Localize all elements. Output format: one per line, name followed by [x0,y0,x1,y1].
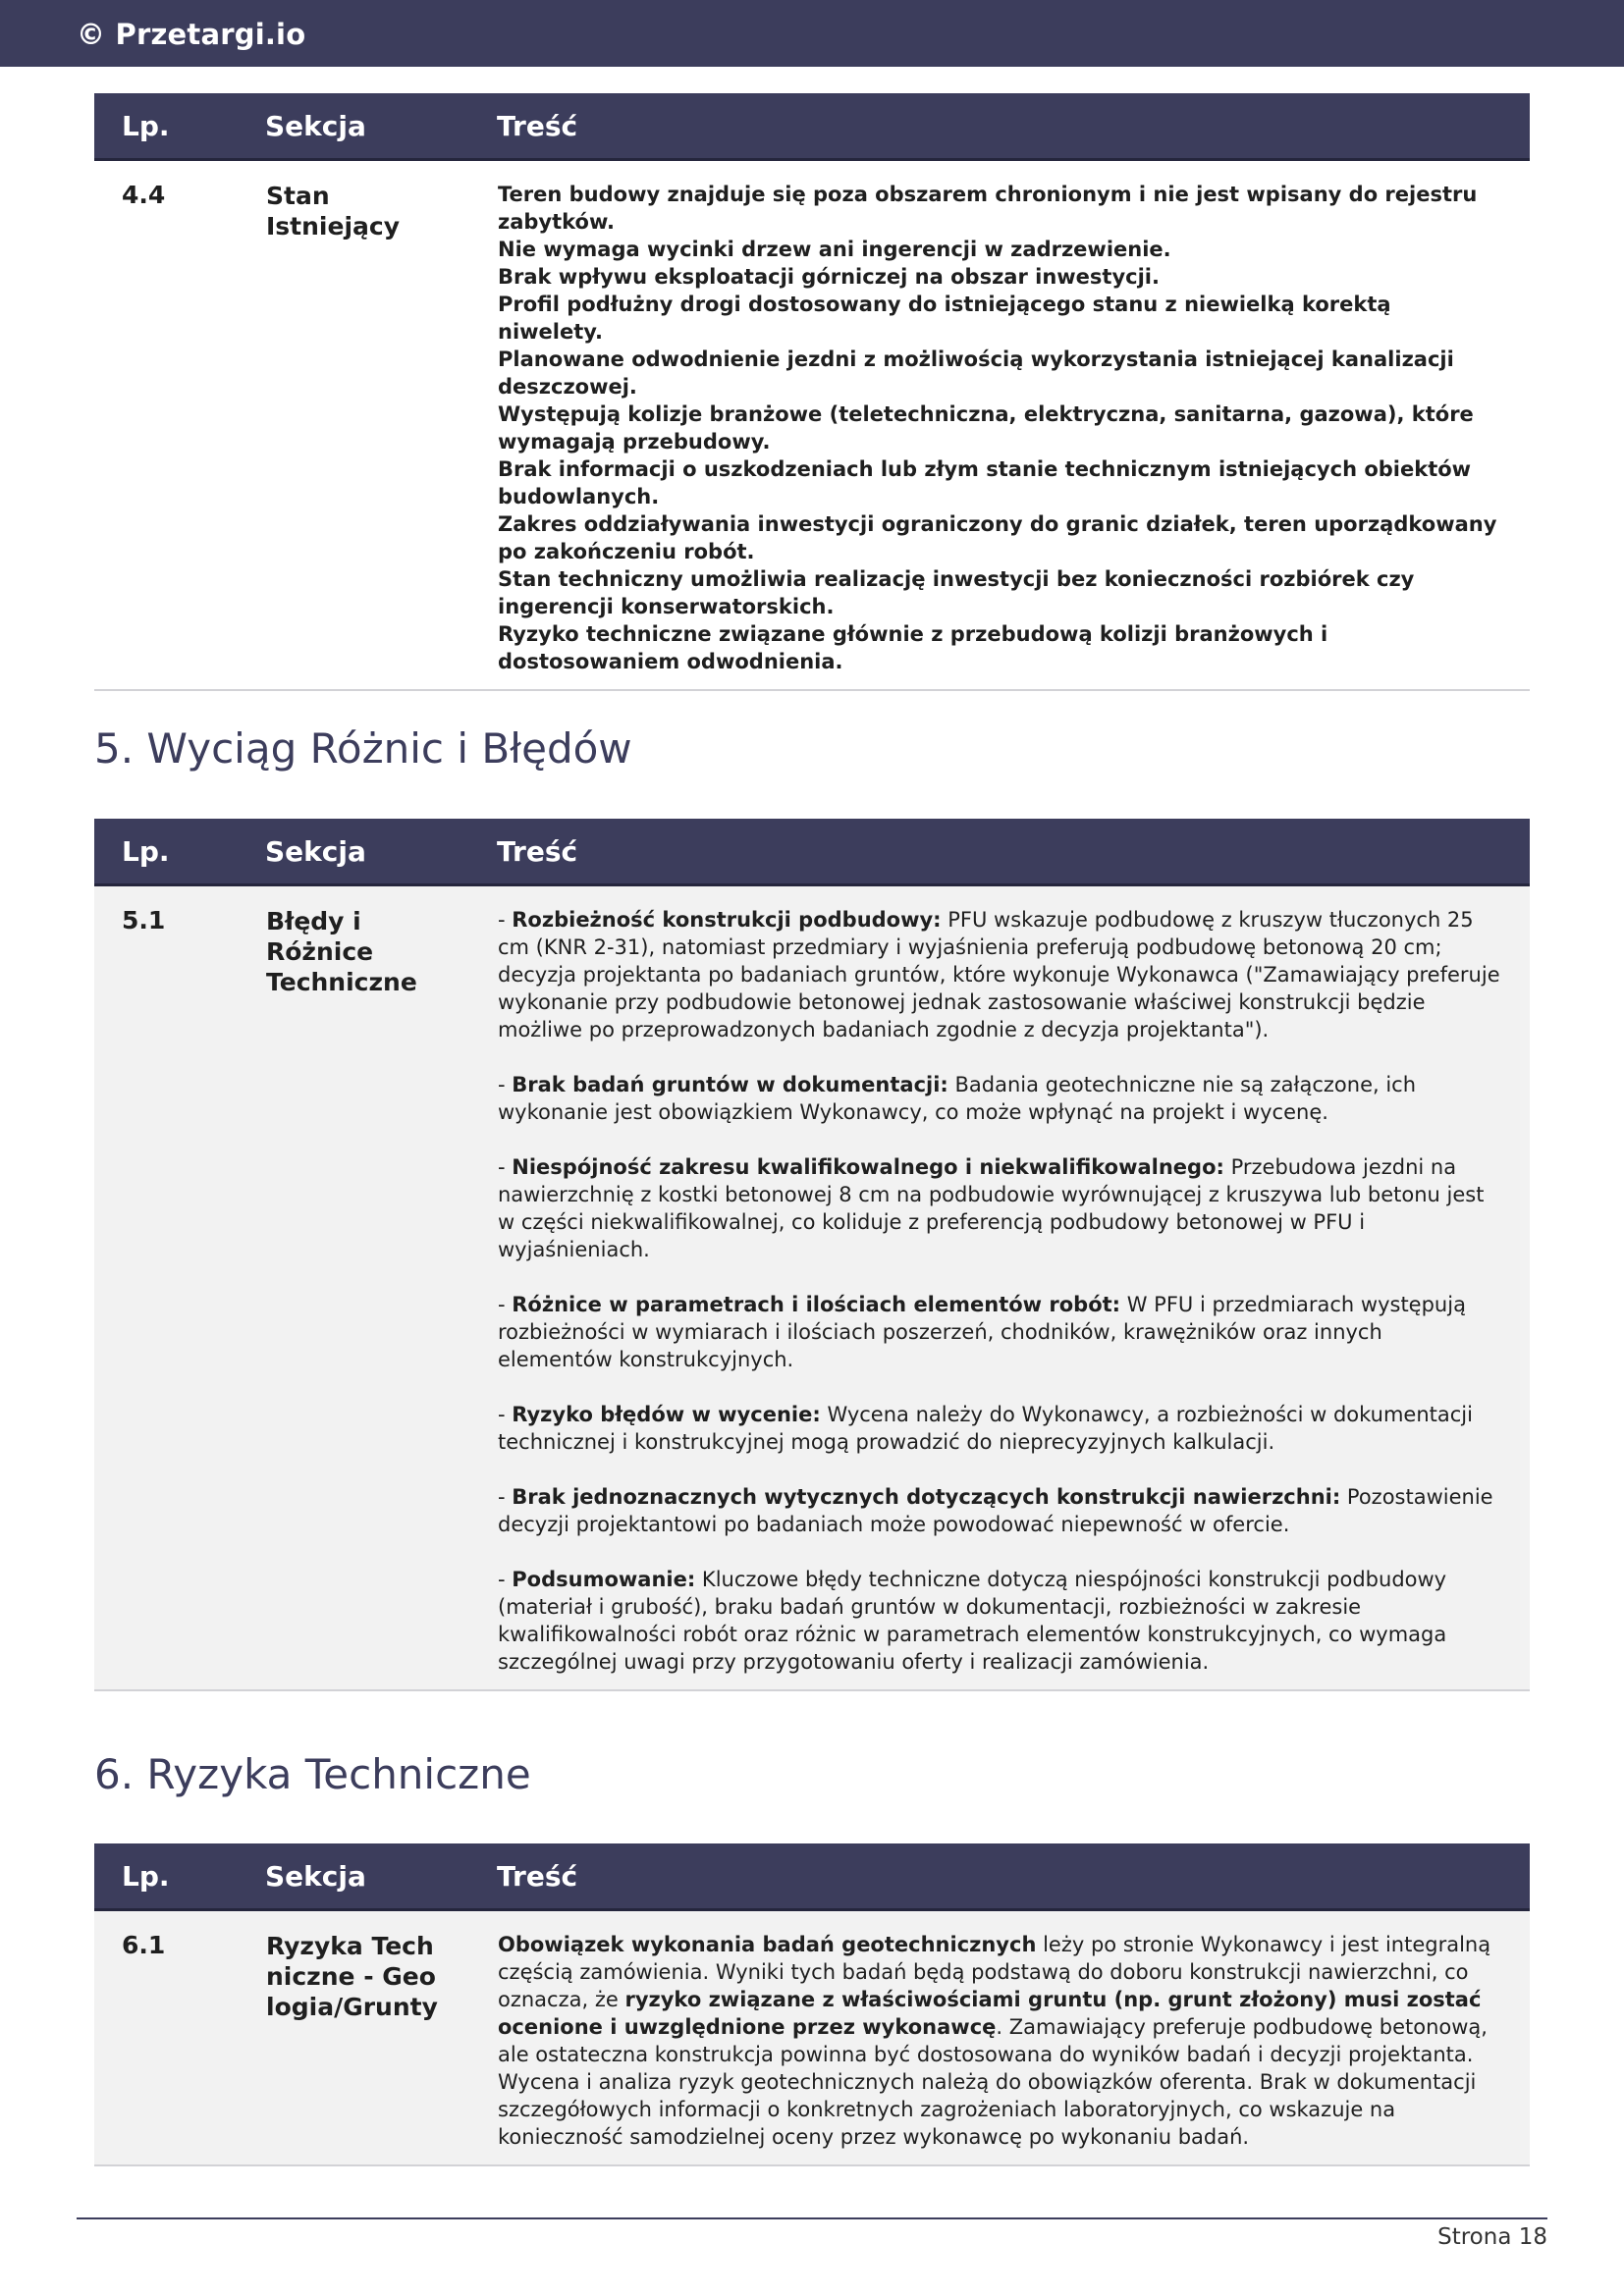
row-number: 5.1 [122,906,166,934]
col-header-sekcja: Sekcja [265,1843,497,1910]
content-line: Planowane odwodnienie jezdni z możliwością wykorzystania istniejącej kanalizacji deszczowej. [498,347,1454,399]
content-line: Stan techniczny umożliwia realizację inwestycji bez konieczności rozbiórek czy ingerencji konserwatorskich. [498,567,1415,618]
content-text: leży po stronie Wykonawcy i jest integralną częścią zamówienia. Wyniki tych badań będą podstawą do doboru konstrukcji nawierzchni, co oznacza, że [498,1933,1491,2011]
item-text: Przebudowa jezdni na nawierzchnię z kostki betonowej 8 cm na podbudowie wyrównującej z kruszywa lub betonu jest w części niekwalifikowalnej, co koliduje z preferencją podbudowy betonowej w PFU i wyjaśnieniach. [498,1155,1485,1261]
item-text: Badania geotechniczne nie są załączone, ich wykonanie jest obowiązkiem Wykonawcy, co może wpłynąć na projekt i wycenę. [498,1073,1417,1124]
content-item: - Brak jednoznacznych wytycznych dotyczących konstrukcji nawierzchni: Pozostawienie decyzji projektantowi po badaniach może powodować niepewność w ofercie. [498,1485,1493,1536]
row-section-name: Ryzyka Techniczne - Geologia/Grunty [266,1932,438,2021]
col-header-lp: Lp. [94,819,265,885]
table-header-row [94,819,1530,885]
content-line: Nie wymaga wycinki drzew ani ingerencji w zadrzewienie. [498,238,1171,261]
section-title-5: 5. Wyciąg Różnic i Błędów [94,724,632,773]
content-item: - Brak badań gruntów w dokumentacji: Badania geotechniczne nie są załączone, ich wykonanie jest obowiązkiem Wykonawcy, co może wpłynąć na projekt i wycenę. [498,1073,1417,1124]
item-text: PFU wskazuje podbudowę z kruszyw tłuczonych 25 cm (KNR 2-31), natomiast przedmiary i wyjaśnienia preferują podbudowę betonową 20 cm; decyzja projektanta po badaniach gruntów, które wykonuje Wykonawca ("Zamawiający preferuje wykonanie przy podbudowie betonowej jednak zastosowanie właściwej konstrukcji będzie możliwe po przeprowadzonych badaniach zgodnie z decyzja projektanta"). [498,908,1500,1041]
row-content [498,906,1502,1676]
content-line: Brak wpływu eksploatacji górniczej na obszar inwestycji. [498,265,1160,289]
item-label: Niespójność zakresu kwalifikowalnego i niekwalifikowalnego: [512,1155,1224,1179]
content-line: Profil podłużny drogi dostosowany do istniejącego stanu z niewielką korektą niwelety. [498,293,1391,344]
content-item: - Podsumowanie: Kluczowe błędy techniczne dotyczą niespójności konstrukcji podbudowy (materiał i grubość), braku badań gruntów w dokumentacji, rozbieżności w zakresie kwalifikowalności robót oraz różnic w parametrach elementów konstrukcyjnych, co wymaga szczególnej uwagi przy przygotowaniu oferty i realizacji zamówienia. [498,1568,1447,1674]
table-row [94,160,1530,691]
content-line: Ryzyko techniczne związane głównie z przebudową kolizji branżowych i dostosowaniem odwodnienia. [498,622,1328,673]
row-section-name: Błędy i Różnice Techniczne [266,907,417,996]
page-number: Strona 18 [1437,2224,1547,2250]
content-bold: ryzyko związane z właściwościami gruntu (np. grunt złożony) musi zostać ocenione i uwzględnione przez wykonawcę [498,1988,1482,2039]
item-text: W PFU i przedmiarach występują rozbieżności w wymiarach i ilościach poszerzeń, chodników, krawężników oraz innych elementów konstrukcyjnych. [498,1293,1466,1371]
top-header-bar [0,0,1624,67]
table-section-4 [94,93,1530,691]
item-label: Różnice w parametrach i ilościach elementów robót: [512,1293,1121,1316]
row-content [498,1931,1502,2151]
row-content [498,181,1502,675]
col-header-tresc: Treść [497,1843,1530,1910]
content-bold: Obowiązek wykonania badań geotechnicznych [498,1933,1037,1956]
item-label: Brak badań gruntów w dokumentacji: [512,1073,948,1096]
section-title-6: 6. Ryzyka Techniczne [94,1750,531,1798]
col-header-sekcja: Sekcja [265,93,497,160]
content-item: - Rozbieżność konstrukcji podbudowy: PFU wskazuje podbudowę z kruszyw tłuczonych 25 cm (KNR 2-31), natomiast przedmiary i wyjaśnienia preferują podbudowę betonową 20 cm; decyzja projektanta po badaniach gruntów, które wykonuje Wykonawca ("Zamawiający preferuje wykonanie przy podbudowie betonowej jednak zastosowanie właściwej konstrukcji będzie możliwe po przeprowadzonych badaniach zgodnie z decyzja projektanta"). [498,908,1500,1041]
table-header-row [94,1843,1530,1910]
content-item: - Niespójność zakresu kwalifikowalnego i niekwalifikowalnego: Przebudowa jezdni na nawierzchnię z kostki betonowej 8 cm na podbudowie wyrównującej z kruszywa lub betonu jest w części niekwalifikowalnej, co koliduje z preferencją podbudowy betonowej w PFU i wyjaśnieniach. [498,1155,1485,1261]
table-section-5 [94,819,1530,1691]
item-text: Kluczowe błędy techniczne dotyczą niespójności konstrukcji podbudowy (materiał i grubość), braku badań gruntów w dokumentacji, rozbieżności w zakresie kwalifikowalności robót oraz różnic w parametrach elementów konstrukcyjnych, co wymaga szczególnej uwagi przy przygotowaniu oferty i realizacji zamówienia. [498,1568,1447,1674]
content-line: Teren budowy znajduje się poza obszarem chronionym i nie jest wpisany do rejestru zabytków. [498,183,1478,234]
table-section-6 [94,1843,1530,2166]
table-row [94,1910,1530,2166]
footer-divider [77,2217,1547,2219]
row-number: 6.1 [122,1931,166,1959]
col-header-lp: Lp. [94,93,265,160]
content-line: Brak informacji o uszkodzeniach lub złym stanie technicznym istniejących obiektów budowlanych. [498,457,1472,508]
content-item: - Różnice w parametrach i ilościach elementów robót: W PFU i przedmiarach występują rozbieżności w wymiarach i ilościach poszerzeń, chodników, krawężników oraz innych elementów konstrukcyjnych. [498,1293,1466,1371]
col-header-tresc: Treść [497,819,1530,885]
item-label: Rozbieżność konstrukcji podbudowy: [512,908,942,932]
item-label: Brak jednoznacznych wytycznych dotyczących konstrukcji nawierzchni: [512,1485,1341,1509]
table-header-row [94,93,1530,160]
brand-logo: © Przetargi.io [77,18,306,51]
item-text: Pozostawienie decyzji projektantowi po badaniach może powodować niepewność w ofercie. [498,1485,1493,1536]
item-text: Wycena należy do Wykonawcy, a rozbieżności w dokumentacji technicznej i konstrukcyjnej mogą prowadzić do nieprecyzyjnych kalkulacji. [498,1403,1473,1454]
row-number: 4.4 [122,181,166,209]
col-header-sekcja: Sekcja [265,819,497,885]
col-header-lp: Lp. [94,1843,265,1910]
content-text: . Zamawiający preferuje podbudowę betonową, ale ostateczna konstrukcja powinna być dostosowana do wyników badań i decyzji projektanta. Wycena i analiza ryzyk geotechnicznych należą do obowiązków oferenta. Brak w dokumentacji szczegółowych informacji o konkretnych zagrożeniach laboratoryjnych, co wskazuje na konieczność samodzielnej oceny przez wykonawcę po wykonaniu badań. [498,2015,1488,2149]
table-row [94,885,1530,1691]
row-section-name: Stan Istniejący [266,182,401,240]
item-label: Podsumowanie: [512,1568,696,1591]
content-line: Zakres oddziaływania inwestycji ograniczony do granic działek, teren uporządkowany po zakończeniu robót. [498,512,1497,563]
item-label: Ryzyko błędów w wycenie: [512,1403,821,1426]
content-item: - Ryzyko błędów w wycenie: Wycena należy do Wykonawcy, a rozbieżności w dokumentacji technicznej i konstrukcyjnej mogą prowadzić do nieprecyzyjnych kalkulacji. [498,1403,1473,1454]
content-line: Występują kolizje branżowe (teletechniczna, elektryczna, sanitarna, gazowa), które wymagają przebudowy. [498,402,1474,454]
col-header-tresc: Treść [497,93,1530,160]
